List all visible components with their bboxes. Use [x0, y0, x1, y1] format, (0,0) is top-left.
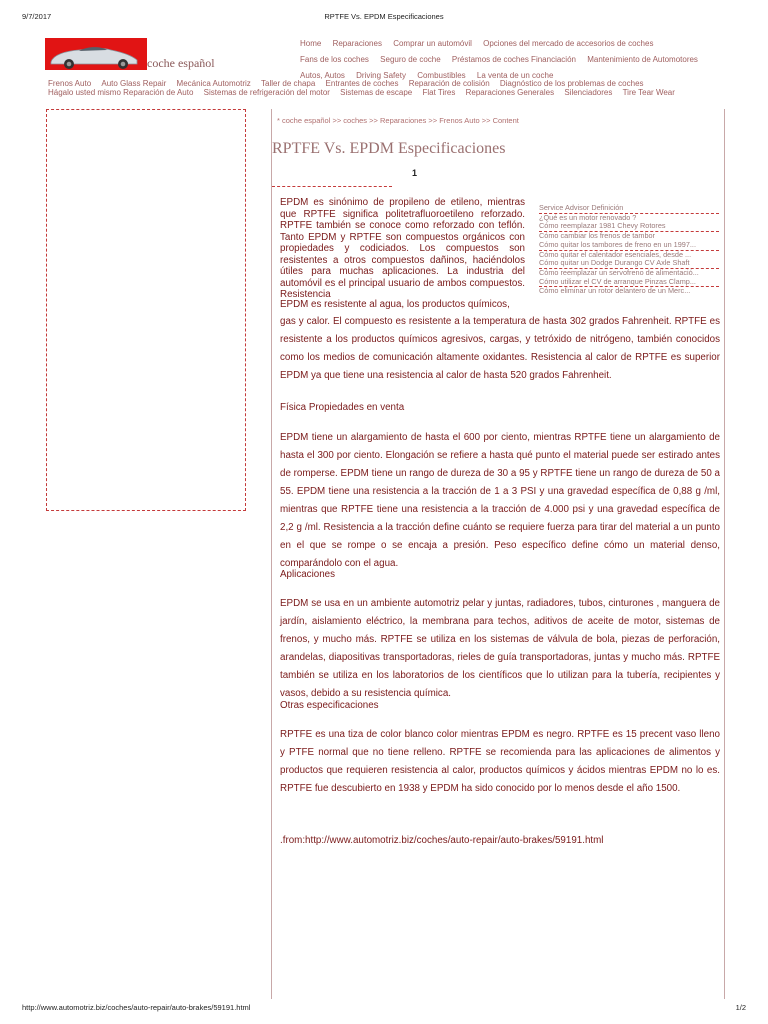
related-link[interactable]: Cómo utilizar el CV de arranque Pinzas Clamp...	[539, 278, 719, 288]
related-link[interactable]: Cómo quitar los tambores de freno en un 1997...	[539, 241, 719, 251]
category-nav	[48, 79, 748, 97]
category-nav-item[interactable]: Mecánica Automotriz	[176, 79, 251, 88]
resistance-line: EPDM es resistente al agua, los productos químicos,	[280, 299, 510, 310]
category-nav-item[interactable]: Entrantes de coches	[325, 79, 399, 88]
related-link[interactable]: Cómo reemplazar 1981 Chevy Rotores	[539, 222, 719, 232]
top-nav-item[interactable]: Autos, Autos	[300, 71, 345, 80]
related-link[interactable]: Cómo quitar un Dodge Durango CV Axle Shaft	[539, 259, 719, 269]
related-link[interactable]: Cómo reemplazar un servofreno de alimentació...	[539, 268, 699, 277]
paragraph-applications: EPDM se usa en un ambiente automotriz pelar y juntas, radiadores, tubos, cinturones , manguera de jardín, aislamiento eléctrico, la membrana para techos, aditivos de aceite de motor, sistemas de frenos, y mucho más. RPTFE se utiliza en los sistemas de válvula de bola, piezas de perforación, arandelas, diapositivas transportadoras, rieles de guía transportadoras, juntas y mucho más. RPTFE también se utiliza en los laboratorios de los científicos que lo utilizan para la tubería, recipientes y vasos, debido a su resistencia química.	[280, 598, 720, 699]
top-nav-item[interactable]: Fans de los coches	[300, 55, 369, 64]
top-nav-item[interactable]: Home	[300, 39, 322, 48]
page-title: RPTFE Vs. EPDM Especificaciones	[272, 140, 506, 157]
category-nav-item[interactable]: Taller de chapa	[261, 79, 316, 88]
top-nav-item[interactable]: Opciones del mercado de accesorios de coches	[483, 39, 654, 48]
category-nav-item[interactable]: Tire Tear Wear	[622, 88, 675, 97]
related-link[interactable]: ¿Qué es un motor renovado ?	[539, 213, 637, 222]
category-nav-item[interactable]: Reparaciones Generales	[465, 88, 555, 97]
page-counter: 1	[412, 168, 418, 178]
related-links	[539, 204, 719, 296]
top-nav-item[interactable]: Préstamos de coches Financiación	[451, 55, 576, 64]
logo-text: coche español	[147, 56, 215, 70]
ad-placeholder	[46, 109, 246, 511]
top-nav-item[interactable]: Driving Safety	[356, 71, 406, 80]
category-nav-item[interactable]: Sistemas de escape	[340, 88, 413, 97]
category-nav-item[interactable]: Hágalo usted mismo Reparación de Auto	[48, 88, 194, 97]
top-nav-item[interactable]: Seguro de coche	[380, 55, 441, 64]
section-heading: Física Propiedades en venta	[280, 402, 405, 413]
print-date: 9/7/2017	[22, 12, 52, 21]
print-header	[0, 12, 768, 26]
category-nav-item[interactable]: Diagnóstico de los problemas de coches	[499, 79, 644, 88]
top-nav-item[interactable]: Combustibles	[417, 71, 466, 80]
category-nav-item[interactable]: Frenos Auto	[48, 79, 92, 88]
section-heading: Aplicaciones	[280, 569, 336, 580]
paragraph-other: RPTFE es una tiza de color blanco color mientras EPDM es negro. RPTFE es 15 precent vaso lleno y PTFE normal que no tiene relleno. RPTFE se recomienda para las aplicaciones de alimentos y productos que requieren resistencia al calor, productos químicos y ácidos mientras EPDM no lo es. RPTFE fue descubierto en 1938 y EPDM ha sido conocido por lo menos desde el año 1500.	[280, 729, 720, 794]
car-icon	[45, 38, 147, 70]
category-nav-item[interactable]: Auto Glass Repair	[101, 79, 167, 88]
top-nav	[300, 36, 740, 84]
print-page-number: 1/2	[735, 1003, 746, 1012]
title-divider	[272, 186, 392, 187]
section-heading: Otras especificaciones	[280, 700, 379, 711]
category-nav-item[interactable]: Sistemas de refrigeración del motor	[203, 88, 330, 97]
category-nav-item[interactable]: Reparación de colisión	[408, 79, 490, 88]
site-logo[interactable]	[45, 38, 147, 70]
breadcrumb[interactable]: * coche español >> coches >> Reparaciones >> Frenos Auto >> Content	[277, 116, 519, 125]
paragraph-resistance: gas y calor. El compuesto es resistente a la temperatura de hasta 302 grados Fahrenheit. RPTFE es resistente a los productos químicos agresivos, cargas, y tetróxido de nitrógeno, también conocidos como los medios de comunicación altamente oxidantes. Resistencia al calor de RPTFE es superior EPDM ya que tiene una resistencia al calor de hasta 520 grados Fahrenheit.	[280, 316, 720, 381]
related-link[interactable]: Cómo eliminar un rotor delantero de un Merc...	[539, 287, 691, 296]
source-line[interactable]: .from:http://www.automotriz.biz/coches/auto-repair/auto-brakes/59191.html	[280, 835, 604, 846]
print-url: http://www.automotriz.biz/coches/auto-repair/auto-brakes/59191.html	[22, 1003, 251, 1012]
article-intro: EPDM es sinónimo de propileno de etileno, mientras que RPTFE significa politetrafluoroetileno reforzado. RPTFE también se conoce como reforzado con teflón. Tanto EPDM y RPTFE son compuestos orgánicos con propiedades y codiciados. Los compuestos son resistentes a otros compuestos dañinos, haciéndolos útiles para muchas aplicaciones. La industria del automóvil es el principal usuario de ambos compuestos. Resistencia	[280, 197, 525, 300]
print-title: RPTFE Vs. EPDM Especificaciones	[324, 12, 444, 21]
related-link[interactable]: Cómo quitar el calentador esenciales, desde ...	[539, 250, 692, 259]
paragraph-physical: EPDM tiene un alargamiento de hasta el 600 por ciento, mientras RPTFE tiene un alargamiento de hasta el 300 por ciento. Elongación se refiere a hasta qué punto el material puede ser estirado antes de romperse. EPDM tiene un rango de dureza de 30 a 95 y RPTFE tiene un rango de dureza de 50 a 55. EPDM tiene una resistencia a la tracción de 1 a 3 PSI y una gravedad específica de 0,88 g /ml, mientras que RPTFE tiene una resistencia a la tracción de 4.000 psi y una gravedad específica de 2,2 g /ml. Resistencia a la tracción define cuánto se requiere fuerza para tirar del material a un punto en el que se rompe o se encaja a presión. Peso específico define cómo un material denso, comparándolo con el agua.	[280, 432, 720, 569]
top-nav-item[interactable]: La venta de un coche	[476, 71, 554, 80]
article-column	[271, 109, 725, 999]
top-nav-item[interactable]: Reparaciones	[332, 39, 382, 48]
top-nav-item[interactable]: Comprar un automóvil	[393, 39, 472, 48]
related-link[interactable]: Service Advisor Definición	[539, 204, 719, 214]
top-nav-item[interactable]: Mantenimiento de Automotores	[587, 55, 698, 64]
category-nav-item[interactable]: Silenciadores	[564, 88, 613, 97]
category-nav-item[interactable]: Flat Tires	[422, 88, 456, 97]
related-link[interactable]: Cómo cambiar los frenos de tambor	[539, 232, 655, 241]
print-footer	[0, 1003, 768, 1017]
